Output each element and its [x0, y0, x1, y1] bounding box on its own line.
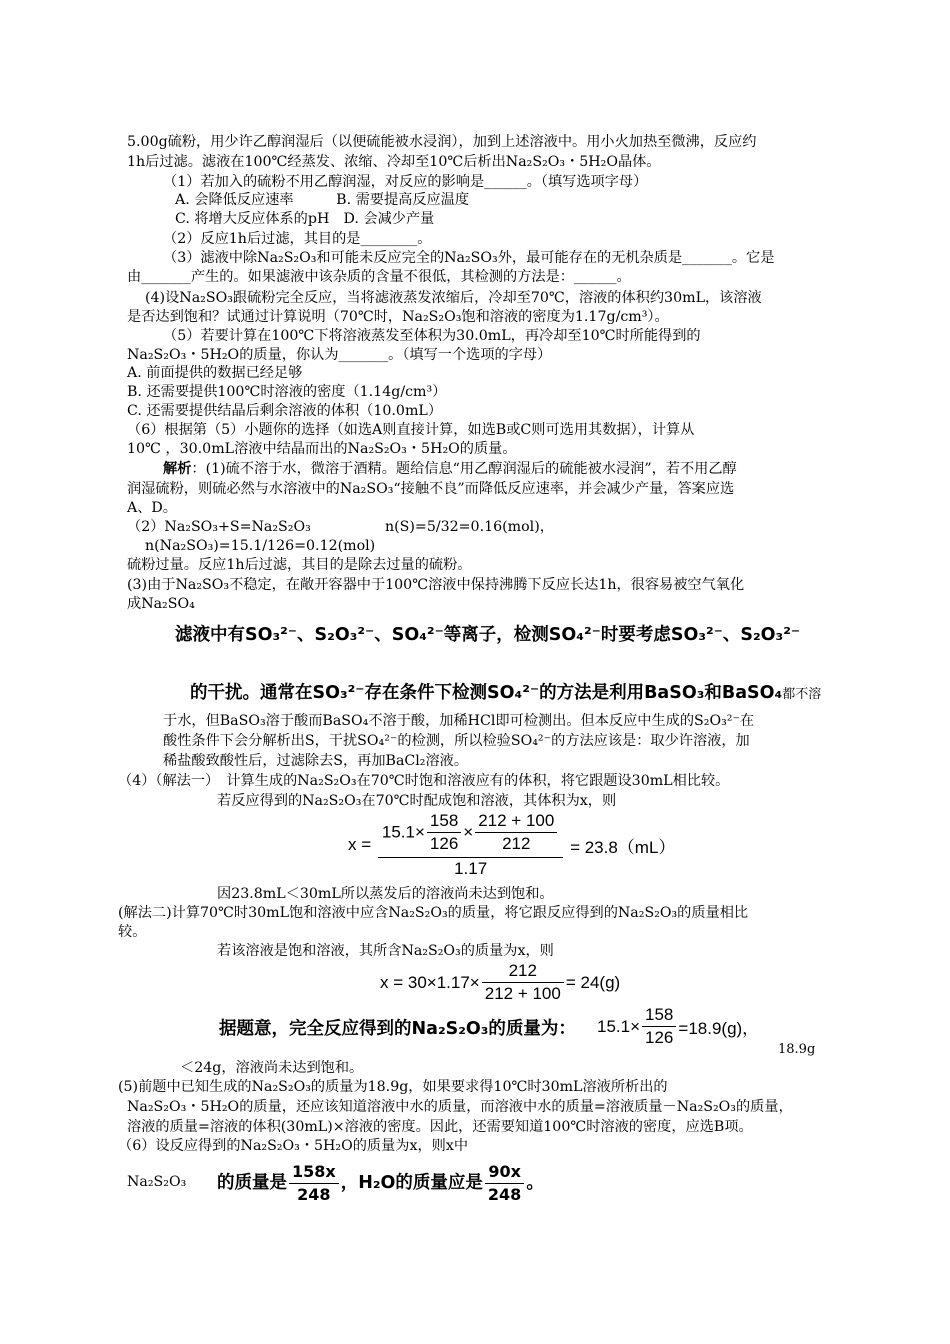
option-line: C. 将增大反应体系的pH D. 会减少产量	[175, 211, 435, 227]
bold-line: 的干扰。通常在SO₃²⁻存在条件下检测SO₄²⁻的方法是利用BaSO₃和BaSO₄都不溶	[190, 683, 822, 703]
text-line: (5)前题中已知生成的Na₂S₂O₃的质量为18.9g，如果要求得10℃时30mL溶液所析出的	[118, 1079, 668, 1095]
mass-value: 18.9g	[778, 1042, 816, 1057]
mole-calc: n(S)=5/32=0.16(mol)，	[385, 519, 554, 535]
question-6: （6）根据第（5）小题你的选择（如选A则直接计算，如选B或C则可选用其数据），计算从	[127, 422, 695, 438]
equation-volume: x = 15.1× $\frac{158}{126}$ × $\frac{212 + 100}{212}$ 1.17 = 23.8（mL）	[348, 811, 676, 878]
option-line: C. 还需要提供结晶后剩余溶液的体积（10.0mL）	[127, 403, 443, 419]
solution-2-intro: (解法二)计算70℃时30mL饱和溶液中应含Na₂S₂O₃的质量，将它跟反应得到的Na₂S₂O₃的质量相比	[118, 905, 749, 921]
text-line: 硫粉过量。反应1h后过滤，其目的是除去过量的硫粉。	[127, 557, 472, 573]
question-3: （3）滤液中除Na₂S₂O₃和可能未反应完全的Na₂SO₃外，最可能存在的无机杂质是_______。它是	[163, 250, 775, 266]
text-line: 稀盐酸致酸性后，过滤除去S，再加BaCl₂溶液。	[163, 753, 469, 769]
main-fraction: 15.1× $\frac{158}{126}$ × $\frac{212 + 100}{212}$ 1.17	[378, 810, 563, 880]
text-line: 因23.8mL＜30mL所以蒸发后的溶液尚未达到饱和。	[217, 886, 554, 902]
analysis-line	[163, 459, 737, 479]
analysis-label: 解析	[163, 461, 192, 477]
text-line: 若该溶液是饱和溶液，其所含Na₂S₂O₃的质量为x，则	[217, 943, 554, 959]
text-line: 溶液的质量=溶液的体积(30mL)×溶液的密度。因此，还需要知道100℃时溶液的密度，应选B项。	[127, 1119, 753, 1135]
option-line: B. 还需要提供100℃时溶液的密度（1.14g/cm³）	[127, 384, 447, 400]
text-line: 酸性条件下会分解析出S，干扰SO₄²⁻的检测，所以检验SO₄²⁻的方法应该是：取少许溶液，加	[163, 733, 750, 749]
bold-line: 的质量是 $\frac{158x}{248}$ ，H₂O的质量应是 $\frac{90x}{248}$ 。	[217, 1161, 544, 1204]
text-line: 较。	[118, 924, 147, 940]
text-line: 于水，但BaSO₃溶于酸而BaSO₄不溶于酸，加稀HCl即可检测出。但本反应中生成的S₂O₃²⁻在	[163, 713, 755, 729]
option-line: A. 前面提供的数据已经足够	[127, 365, 303, 381]
question-2: （2）反应1h后过滤，其目的是________。	[163, 231, 432, 247]
text-line: Na₂S₂O₃	[127, 1174, 187, 1190]
bold-line: 滤液中有SO₃²⁻、S₂O₃²⁻、SO₄²⁻等离子，检测SO₄²⁻时要考虑SO₃²⁻、S₂O₃²⁻	[175, 625, 801, 645]
reaction-equation: （2）Na₂SO₃+S=Na₂S₂O₃	[127, 519, 311, 535]
analysis-text: ：(1)硫不溶于水，微溶于酒精。题给信息“用乙醇润湿后的硫能被水浸润”，若不用乙醇	[191, 461, 737, 477]
text-line: Na₂S₂O₃・5H₂O的质量，你认为_______。（填写一个选项的字母）	[127, 347, 552, 363]
text-line: 是否达到饱和？试通过计算说明（70℃时，Na₂S₂O₃饱和溶液的密度为1.17g/cm³）。	[127, 309, 669, 325]
question-5: （5）若要计算在100℃下将溶液蒸发至体积为30.0mL，再冷却至10℃时所能得到的	[163, 328, 701, 344]
question-1: （1）若加入的硫粉不用乙醇润湿，对反应的影响是______。（填写选项字母）	[163, 174, 648, 190]
text-line: Na₂S₂O₃・5H₂O的质量，还应该知道溶液中水的质量，而溶液中水的质量=溶液质量－Na₂S₂O₃的质量，	[127, 1099, 793, 1115]
text-line: A、D。	[127, 500, 177, 516]
option-line: A. 会降低反应速率 B. 需要提高反应温度	[175, 192, 470, 208]
text-line: 成Na₂SO₄	[127, 596, 195, 612]
text-line: 5.00g硫粉，用少许乙醇润湿后（以便硫能被水浸润），加到上述溶液中。用小火加热至微沸，反应约	[127, 134, 757, 150]
text-line: （6）设反应得到的Na₂S₂O₃・5H₂O的质量为x，则x中	[118, 1138, 469, 1154]
mole-calc: n(Na₂SO₃)=15.1/126=0.12(mol)	[145, 538, 376, 554]
text-line: 若反应得到的Na₂S₂O₃在70℃时配成饱和溶液，其体积为x，则	[217, 793, 617, 809]
equation-product-mass: 15.1× $\frac{158}{126}$ =18.9(g)，	[597, 1005, 760, 1047]
text-line: 1h后过滤。滤液在100℃经蒸发、浓缩、冷却至10℃后析出Na₂S₂O₃・5H₂O晶体。	[127, 154, 661, 170]
text-line: 10℃ ，30.0mL溶液中结晶而出的Na₂S₂O₃・5H₂O的质量。	[127, 441, 517, 457]
text-line: (3)由于Na₂SO₃不稳定，在敞开容器中于100℃溶液中保持沸腾下反应长达1h，很容易被空气氧化	[127, 577, 745, 593]
bold-line: 据题意，完全反应得到的Na₂S₂O₃的质量为：	[219, 1019, 576, 1039]
question-4: (4)设Na₂SO₃跟硫粉完全反应，当将滤液蒸发浓缩后，冷却至70℃，溶液的体积约30mL，该溶液	[145, 290, 762, 306]
text-line: 由_______产生的。如果滤液中该杂质的含量不很低，其检测的方法是：______。	[127, 269, 631, 285]
equation-mass: x = 30×1.17× $\frac{212}{212 + 100}$ = 24(g)	[380, 961, 621, 1003]
text-line: ＜24g，溶液尚未达到饱和。	[180, 1060, 364, 1076]
solution-1-intro: （4）（解法一） 计算生成的Na₂S₂O₃在70℃时饱和溶液应有的体积，将它跟题设30mL相比较。	[118, 773, 730, 789]
text-line: 润湿硫粉，则硫必然与水溶液中的Na₂SO₃“接触不良”而降低反应速率，并会减少产量，答案应选	[127, 481, 735, 497]
